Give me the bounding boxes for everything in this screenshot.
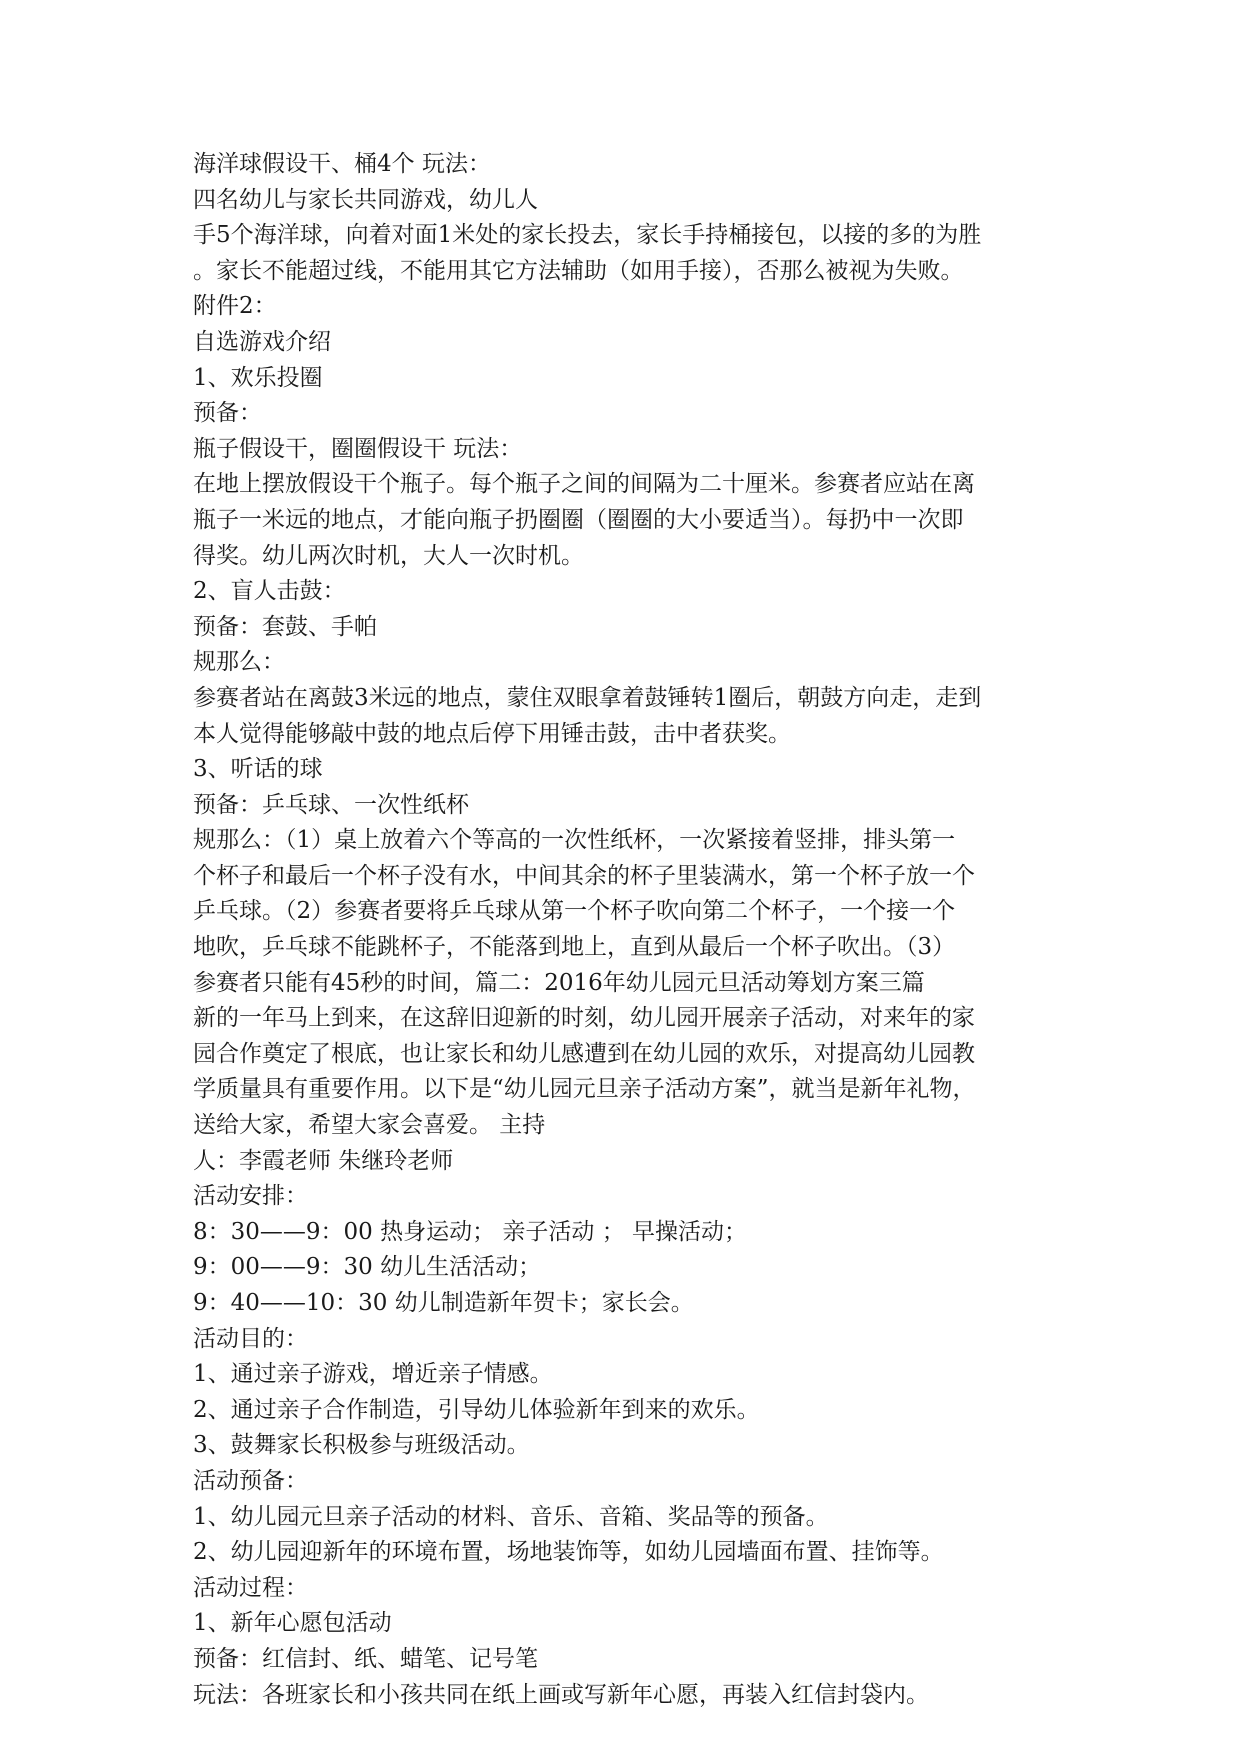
text-line: 预备：套鼓、手帕 (193, 613, 377, 640)
text-line: 参赛者站在离鼓3米远的地点，蒙住双眼拿着鼓锤转1圈后，朝鼓方向走，走到 (193, 684, 982, 711)
text-line: 四名幼儿与家长共同游戏，幼儿人 (193, 186, 538, 213)
text-line: 本人觉得能够敲中鼓的地点后停下用锤击鼓，击中者获奖。 (193, 720, 791, 747)
text-line: 乒乓球。（2）参赛者要将乒乓球从第一个杯子吹向第二个杯子，一个接一个 (193, 898, 956, 925)
text-line: 学质量具有重要作用。以下是“幼儿园元旦亲子活动方案”，就当是新年礼物， (193, 1076, 976, 1103)
text-line: 附件2： (193, 293, 277, 320)
text-line: 活动目的： (193, 1325, 308, 1352)
text-line: 3、听话的球 (193, 756, 323, 783)
text-line: 地吹，乒乓球不能跳杯子，不能落到地上，直到从最后一个杯子吹出。（3） (193, 934, 956, 961)
text-line: 活动过程： (193, 1574, 308, 1601)
text-line: 1、新年心愿包活动 (193, 1610, 392, 1637)
text-line: 1、幼儿园元旦亲子活动的材料、音乐、音箱、奖品等的预备。 (193, 1503, 829, 1530)
text-line: 园合作奠定了根底，也让家长和幼儿感遭到在幼儿园的欢乐，对提高幼儿园教 (193, 1040, 975, 1067)
text-line: 人：李霞老师 朱继玲老师 (193, 1147, 454, 1174)
text-line: 。家长不能超过线，不能用其它方法辅助（如用手接），否那么被视为失败。 (193, 257, 964, 284)
text-line: 送给大家，希望大家会喜爱。 主持 (193, 1112, 546, 1139)
text-line: 活动安排： (193, 1183, 308, 1210)
text-line: 个杯子和最后一个杯子没有水，中间其余的杯子里装满水，第一个杯子放一个 (193, 862, 975, 889)
text-line: 3、鼓舞家长积极参与班级活动。 (193, 1432, 530, 1459)
text-line: 预备： (193, 400, 262, 427)
text-line: 规那么：（1）桌上放着六个等高的一次性纸杯，一次紧接着竖排，排头第一 (193, 827, 956, 854)
text-line: 活动预备： (193, 1467, 308, 1494)
text-line: 玩法：各班家长和小孩共同在纸上画或写新年心愿，再装入红信封袋内。 (193, 1681, 929, 1708)
text-line: 1、欢乐投圈 (193, 364, 323, 391)
text-line: 新的一年马上到来，在这辞旧迎新的时刻，幼儿园开展亲子活动，对来年的家 (193, 1005, 975, 1032)
text-line: 9：00——9：30 幼儿生活活动； (193, 1254, 542, 1281)
text-line: 预备：乒乓球、一次性纸杯 (193, 791, 469, 818)
text-line: 海洋球假设干、桶4个 玩法： (193, 151, 491, 177)
text-line: 1、通过亲子游戏，增近亲子情感。 (193, 1361, 553, 1388)
text-line: 2、通过亲子合作制造，引导幼儿体验新年到来的欢乐。 (193, 1396, 760, 1423)
text-line: 得奖。幼儿两次时机，大人一次时机。 (193, 542, 584, 569)
text-line: 预备：红信封、纸、蜡笔、记号笔 (193, 1645, 538, 1672)
text-line: 自选游戏介绍 (193, 328, 331, 355)
text-line: 手5个海洋球，向着对面1米处的家长投去，家长手持桶接包，以接的多的为胜 (193, 222, 982, 249)
text-line: 9：40——10：30 幼儿制造新年贺卡；家长会。 (193, 1290, 694, 1316)
text-line: 瓶子假设干，圈圈假设干 玩法： (193, 435, 523, 462)
text-line: 参赛者只能有45秒的时间，篇二：2016年幼儿园元旦活动筹划方案三篇 (193, 969, 925, 996)
document-body (193, 147, 1073, 1713)
text-line: 规那么： (193, 649, 285, 676)
text-line: 瓶子一米远的地点，才能向瓶子扔圈圈（圈圈的大小要适当）。每扔中一次即 (193, 506, 964, 533)
text-line: 8：30——9：00 热身运动； 亲子活动 ； 早操活动； (193, 1218, 748, 1245)
text-line: 2、幼儿园迎新年的环境布置，场地装饰等，如幼儿园墙面布置、挂饰等。 (193, 1539, 944, 1566)
text-line: 在地上摆放假设干个瓶子。每个瓶子之间的间隔为二十厘米。参赛者应站在离 (193, 471, 975, 498)
text-line: 2、盲人击鼓： (193, 578, 346, 605)
